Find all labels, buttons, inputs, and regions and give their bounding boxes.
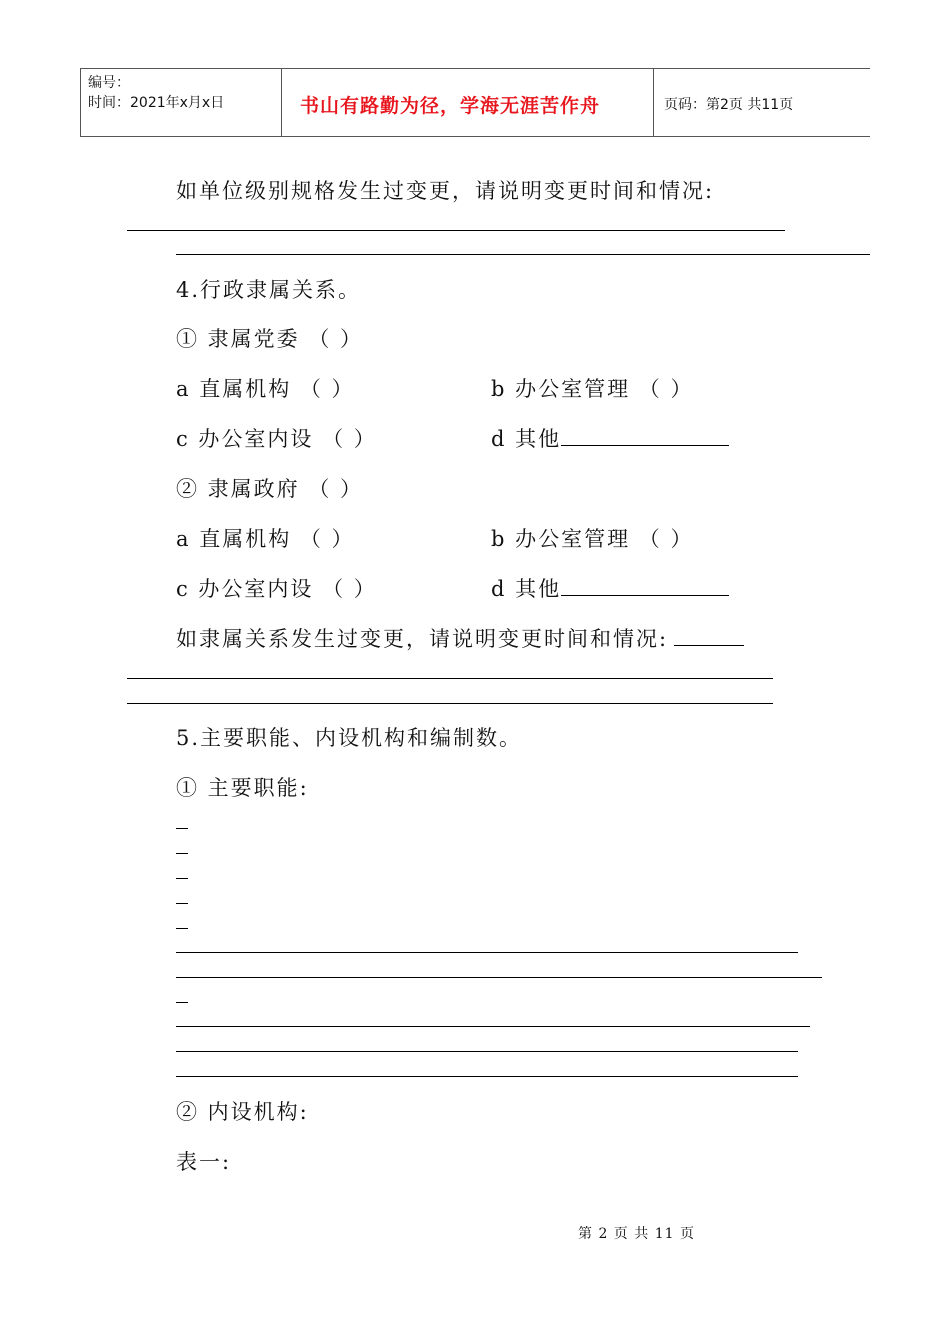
- header-motto: 书山有路勤为径，学海无涯苦作舟: [300, 95, 601, 117]
- government-option-b: b 办公室管理 （ ）: [491, 527, 694, 551]
- answer-line-short: [176, 828, 188, 829]
- document-number-label: 编号：: [88, 75, 130, 91]
- section-5-title: 5.主要职能、内设机构和编制数。: [176, 726, 523, 750]
- answer-line: [127, 230, 785, 231]
- government-option-d: [491, 573, 729, 603]
- party-option-c: c 办公室内设 （ ）: [176, 427, 377, 451]
- answer-line: [176, 254, 870, 255]
- answer-line-short: [176, 1002, 188, 1003]
- fill-in-blank: [561, 575, 729, 596]
- document-time: 时间：2021年x月x日: [88, 95, 225, 111]
- party-option-d-label: d 其他: [491, 427, 562, 451]
- party-option-b: b 办公室管理 （ ）: [491, 377, 694, 401]
- fill-in-blank: [674, 625, 744, 646]
- government-option-c: c 办公室内设 （ ）: [176, 577, 377, 601]
- government-affiliation-option: ② 隶属政府 （ ）: [176, 477, 364, 501]
- answer-line-short: [176, 903, 188, 904]
- party-affiliation-option: ① 隶属党委 （ ）: [176, 327, 364, 351]
- party-option-a: a 直属机构 （ ）: [176, 377, 355, 401]
- answer-line: [127, 678, 773, 679]
- internal-orgs-label: ② 内设机构:: [176, 1100, 309, 1124]
- header-divider-2: [653, 69, 654, 136]
- government-option-d-label: d 其他: [491, 577, 562, 601]
- party-option-d: [491, 423, 729, 453]
- page-footer: 第 2 页 共 11 页: [578, 1226, 695, 1242]
- change-affiliation-label: 如隶属关系发生过变更，请说明变更时间和情况:: [176, 627, 669, 651]
- answer-line: [176, 952, 798, 953]
- header-page-info: 页码：第2页 共11页: [664, 97, 794, 113]
- answer-line-short: [176, 853, 188, 854]
- table-label: 表一:: [176, 1150, 232, 1174]
- answer-line: [176, 1051, 798, 1052]
- fill-in-blank: [561, 425, 729, 446]
- header-meta: [88, 73, 224, 113]
- answer-line: [176, 977, 822, 978]
- government-option-a: a 直属机构 （ ）: [176, 527, 355, 551]
- answer-line: [127, 703, 773, 704]
- section-4-title: 4.行政隶属关系。: [176, 278, 362, 302]
- page-header: [80, 68, 870, 137]
- answer-line-short: [176, 928, 188, 929]
- answer-line: [176, 1076, 798, 1077]
- answer-line: [176, 1026, 810, 1027]
- change-rank-question: 如单位级别规格发生过变更，请说明变更时间和情况:: [176, 179, 715, 203]
- header-divider-1: [281, 69, 282, 136]
- change-affiliation-question: [176, 623, 744, 653]
- main-functions-label: ① 主要职能:: [176, 776, 309, 800]
- answer-line-short: [176, 878, 188, 879]
- header-border-left: [80, 69, 81, 136]
